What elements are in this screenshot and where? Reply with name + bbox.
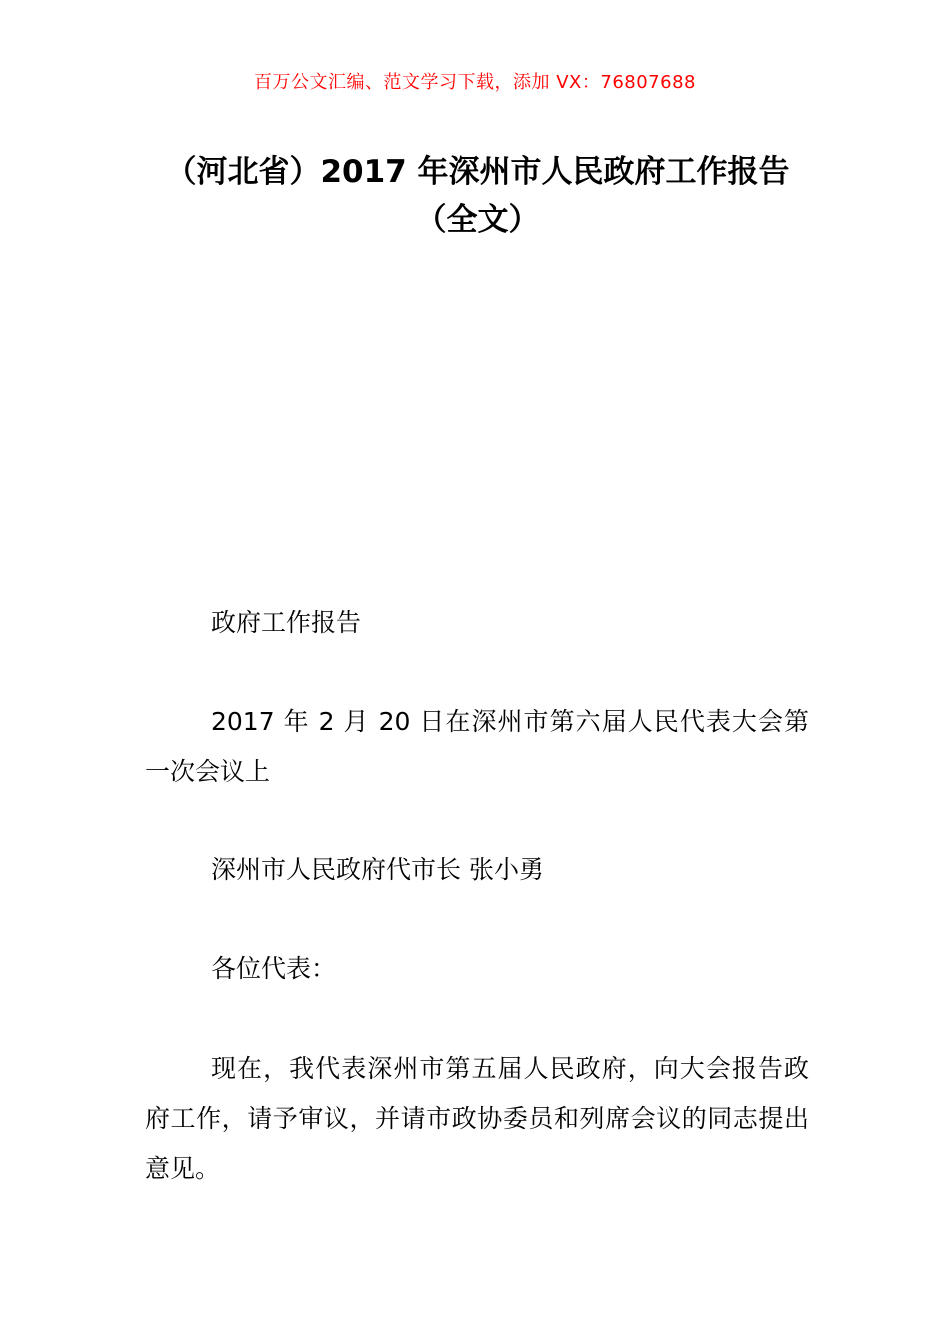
opening-paragraph: 现在，我代表深州市第五届人民政府，向大会报告政府工作，请予审议，并请市政协委员和列席会议的同志提出意见。 — [145, 1054, 809, 1183]
speaker-line: 深州市人民政府代市长 张小勇 — [211, 855, 544, 884]
document-title: （河北省）2017 年深州市人民政府工作报告（全文） — [165, 154, 790, 238]
salutation: 各位代表： — [211, 954, 337, 983]
report-heading: 政府工作报告 — [211, 608, 362, 637]
header-banner: 百万公文汇编、范文学习下载，添加 VX：76807688 — [254, 72, 696, 93]
meeting-info-paragraph: 2017 年 2 月 20 日在深州市第六届人民代表大会第一次会议上 — [145, 707, 809, 786]
